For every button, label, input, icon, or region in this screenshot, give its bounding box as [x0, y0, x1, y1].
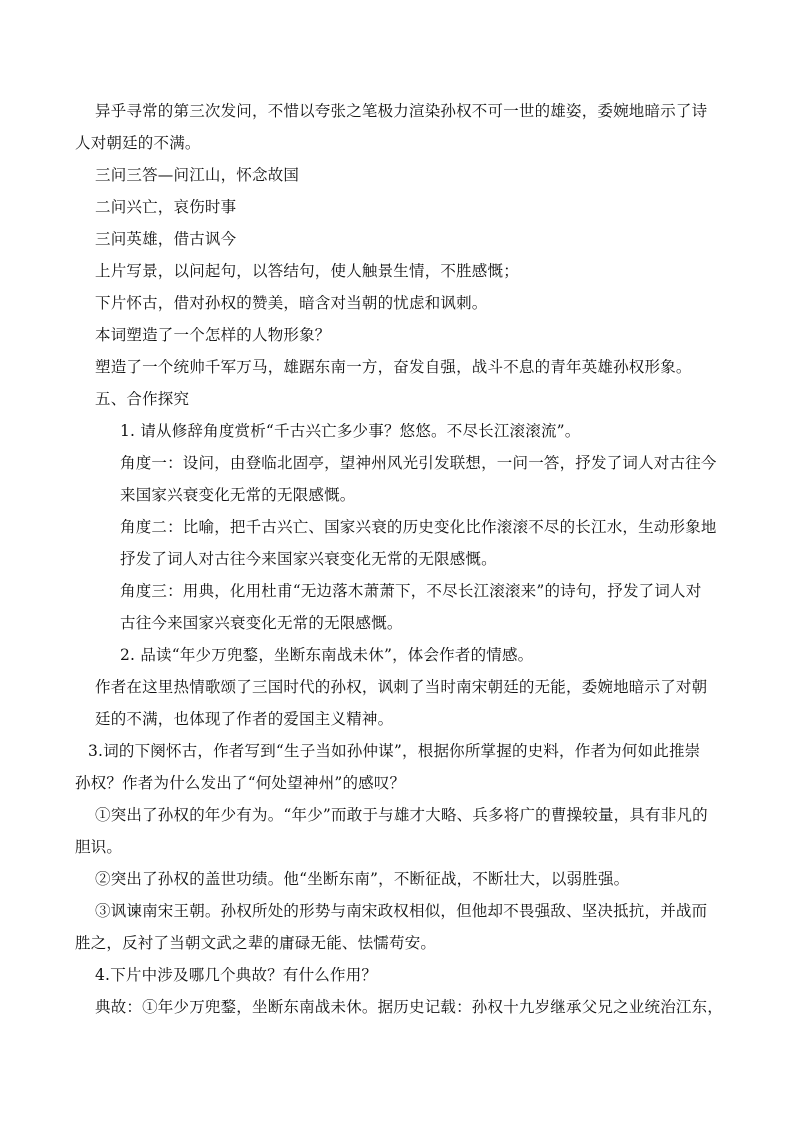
question-item: 2. 品读“年少万兜鍪，坐断东南战未休”，体会作者的情感。 [120, 646, 534, 664]
text-line: 角度二：比喻，把千古兴亡、国家兴衰的历史变化比作滚滚不尽的长江水，生动形象地 [120, 518, 717, 536]
text-line: 胆识。 [75, 838, 123, 856]
text-line: ②突出了孙权的盖世功绩。他“坐断东南”，不断征战，不断壮大，以弱胜强。 [95, 870, 630, 888]
text-line: 抒发了词人对古往今来国家兴衰变化无常的无限感慨。 [120, 550, 497, 568]
text-line: ①突出了孙权的年少有为。“年少”而敢于与雄才大略、兵多将广的曹操较量，具有非凡的 [95, 806, 708, 824]
text-line: 人对朝廷的不满。 [75, 134, 201, 152]
text-line: 孙权？作者为什么发出了“何处望神州”的感叹？ [75, 774, 406, 792]
text-line: 胜之，反衬了当朝文武之辈的庸碌无能、怯懦苟安。 [75, 934, 437, 952]
text-line: 廷的不满，也体现了作者的爱国主义精神。 [95, 710, 394, 728]
text-line: 三问三答—问江山，怀念故国 [95, 166, 300, 184]
text-line: 作者在这里热情歌颂了三国时代的孙权，讽刺了当时南宋朝廷的无能，委婉地暗示了对朝 [95, 678, 708, 696]
section-heading: 五、合作探究 [95, 390, 190, 408]
text-line: 下片怀古，借对孙权的赞美，暗含对当朝的忧虑和讽刺。 [95, 294, 488, 312]
text-line: 本词塑造了一个怎样的人物形象？ [95, 326, 331, 344]
text-line: 来国家兴衰变化无常的无限感慨。 [120, 486, 356, 504]
text-line: ③讽谏南宋王朝。孙权所处的形势与南宋政权相似，但他却不畏强敌、坚决抵抗，并战而 [95, 902, 708, 920]
question-item: 3.词的下阕怀古，作者写到“生子当如孙仲谋”，根据你所掌握的史料，作者为何如此推崇 [88, 742, 701, 760]
text-line: 三问英雄，借古讽今 [95, 230, 237, 248]
text-line: 异乎寻常的第三次发问，不惜以夸张之笔极力渲染孙权不可一世的雄姿，委婉地暗示了诗 [95, 102, 708, 120]
text-line: 古往今来国家兴衰变化无常的无限感慨。 [120, 614, 403, 632]
text-line: 典故：①年少万兜鍪，坐断东南战未休。据历史记载：孙权十九岁继承父兄之业统治江东， [95, 998, 724, 1016]
text-line: 角度三：用典，化用杜甫“无边落木萧萧下，不尽长江滚滚来”的诗句，抒发了词人对 [120, 582, 702, 600]
text-line: 二问兴亡，哀伤时事 [95, 198, 237, 216]
text-line: 塑造了一个统帅千军万马，雄踞东南一方，奋发自强，战斗不息的青年英雄孙权形象。 [95, 358, 692, 376]
text-line: 角度一：设问，由登临北固亭，望神州风光引发联想，一问一答，抒发了词人对古往今 [120, 454, 717, 472]
text-line: 上片写景，以问起句，以答结句，使人触景生情，不胜感慨； [95, 262, 519, 280]
question-item: 4.下片中涉及哪几个典故？有什么作用？ [95, 966, 378, 984]
question-item: 1. 请从修辞角度赏析“千古兴亡多少事？悠悠。不尽长江滚滚流”。 [120, 422, 581, 440]
